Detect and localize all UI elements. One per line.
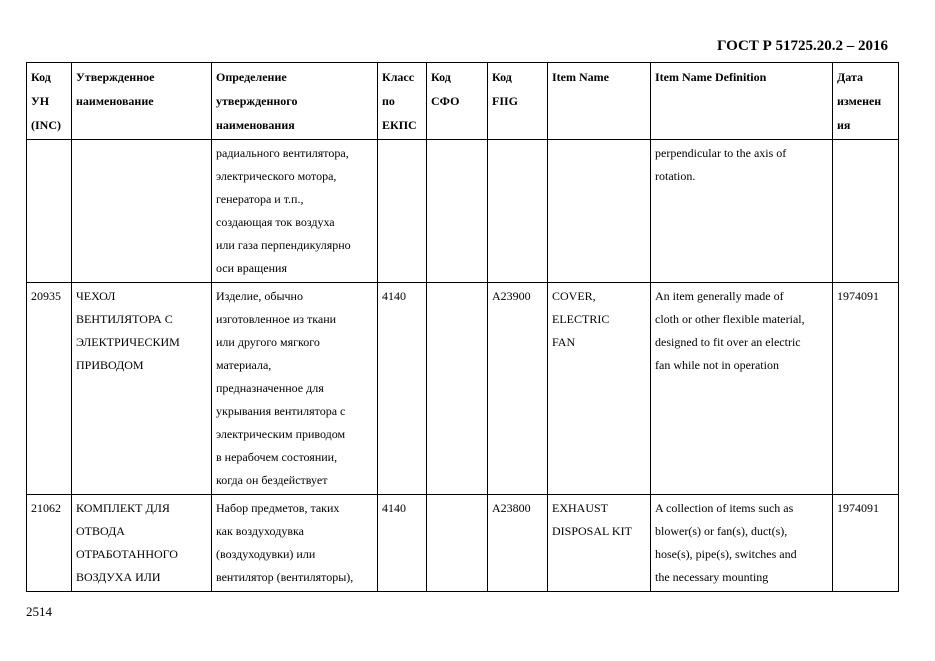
cell-text-line: укрывания вентилятора с: [216, 404, 346, 418]
header-text-line: ия: [837, 118, 851, 132]
cell-fiig-code: [488, 140, 548, 283]
cell-item-name: [548, 495, 651, 592]
cell-item-name-definition: [651, 140, 833, 283]
header-text-line: Утвержденное: [76, 70, 155, 84]
column-header-item-name-definition: [651, 63, 833, 140]
cell-text-line: создающая ток воздуха: [216, 215, 335, 229]
column-header-definition: [212, 63, 378, 140]
cell-text-line: вентилятор (вентиляторы),: [216, 570, 354, 584]
table-row: [27, 283, 899, 495]
table-row: [27, 495, 899, 592]
cell-text-line: ЭЛЕКТРИЧЕСКИМ: [76, 335, 180, 349]
cell-change-date: [833, 140, 899, 283]
cell-text-line: ОТРАБОТАННОГО: [76, 547, 178, 561]
cell-text-line: материала,: [216, 358, 272, 372]
header-text-line: изменен: [837, 94, 882, 108]
table-header-row: [27, 63, 899, 140]
cell-definition: [212, 140, 378, 283]
cell-fiig-code: [488, 283, 548, 495]
cell-text-line: электрического мотора,: [216, 169, 337, 183]
cell-text-line: 4140: [382, 501, 406, 515]
cell-item-name: [548, 140, 651, 283]
cell-text-line: 20935: [31, 289, 61, 303]
header-text-line: по: [382, 94, 395, 108]
table-row: [27, 140, 899, 283]
cell-text-line: радиального вентилятора,: [216, 146, 349, 160]
cell-inc: [27, 495, 72, 592]
column-header-sfo-code: [427, 63, 488, 140]
header-text-line: FIIG: [492, 94, 519, 108]
header-text-line: Код: [31, 70, 51, 84]
cell-item-name: [548, 283, 651, 495]
column-header-ekps-class: [378, 63, 427, 140]
cell-text-line: cloth or other flexible material,: [655, 312, 805, 326]
cell-text-line: или газа перпендикулярно: [216, 238, 351, 252]
header-text-line: Класс: [382, 70, 415, 84]
cell-approved-name: [72, 495, 212, 592]
cell-ekps-class: [378, 283, 427, 495]
header-text-line: (INC): [31, 118, 61, 132]
cell-text-line: (воздуходувки) или: [216, 547, 316, 561]
cell-text-line: A23900: [492, 289, 531, 303]
cell-definition: [212, 283, 378, 495]
cell-ekps-class: [378, 140, 427, 283]
cell-text-line: EXHAUST: [552, 501, 608, 515]
cell-text-line: blower(s) or fan(s), duct(s),: [655, 524, 788, 538]
cell-text-line: 1974091: [837, 501, 879, 515]
cell-text-line: designed to fit over an electric: [655, 335, 801, 349]
cell-text-line: или другого мягкого: [216, 335, 320, 349]
table-body: [27, 140, 899, 592]
cell-text-line: FAN: [552, 335, 576, 349]
nomenclature-table: [26, 62, 899, 592]
page-number: 2514: [26, 604, 52, 619]
column-header-change-date: [833, 63, 899, 140]
cell-text-line: ЧЕХОЛ: [76, 289, 116, 303]
cell-sfo-code: [427, 140, 488, 283]
cell-text-line: предназначенное для: [216, 381, 324, 395]
cell-sfo-code: [427, 495, 488, 592]
header-text-line: ЕКПС: [382, 118, 417, 132]
cell-fiig-code: [488, 495, 548, 592]
cell-text-line: электрическим приводом: [216, 427, 346, 441]
cell-text-line: оси вращения: [216, 261, 287, 275]
cell-inc: [27, 283, 72, 495]
cell-text-line: когда он бездействует: [216, 473, 328, 487]
cell-text-line: fan while not in operation: [655, 358, 779, 372]
cell-text-line: the necessary mounting: [655, 570, 769, 584]
cell-item-name-definition: [651, 283, 833, 495]
cell-change-date: [833, 283, 899, 495]
column-header-fiig-code: [488, 63, 548, 140]
cell-text-line: hose(s), pipe(s), switches and: [655, 547, 797, 561]
cell-text-line: ELECTRIC: [552, 312, 610, 326]
cell-text-line: ВЕНТИЛЯТОРА С: [76, 312, 173, 326]
header-text-line: Item Name: [552, 70, 609, 84]
cell-text-line: An item generally made of: [655, 289, 784, 303]
cell-approved-name: [72, 140, 212, 283]
cell-text-line: ВОЗДУХА ИЛИ: [76, 570, 161, 584]
cell-text-line: DISPOSAL KIT: [552, 524, 632, 538]
cell-change-date: [833, 495, 899, 592]
cell-text-line: 21062: [31, 501, 61, 515]
column-header-item-name: [548, 63, 651, 140]
header-text-line: утвержденного: [216, 94, 298, 108]
header-text-line: наименования: [216, 118, 295, 132]
cell-text-line: Изделие, обычно: [216, 289, 303, 303]
cell-text-line: 4140: [382, 289, 406, 303]
header-text-line: наименование: [76, 94, 154, 108]
header-text-line: Код: [431, 70, 451, 84]
header-text-line: Определение: [216, 70, 287, 84]
column-header-inc: [27, 63, 72, 140]
cell-text-line: 1974091: [837, 289, 879, 303]
cell-ekps-class: [378, 495, 427, 592]
cell-approved-name: [72, 283, 212, 495]
cell-text-line: в нерабочем состоянии,: [216, 450, 338, 464]
cell-text-line: COVER,: [552, 289, 596, 303]
cell-text-line: A23800: [492, 501, 531, 515]
cell-text-line: изготовленное из ткани: [216, 312, 337, 326]
cell-text-line: ОТВОДА: [76, 524, 125, 538]
cell-text-line: ПРИВОДОМ: [76, 358, 144, 372]
header-text-line: СФО: [431, 94, 460, 108]
header-text-line: Item Name Definition: [655, 70, 767, 84]
cell-text-line: rotation.: [655, 169, 696, 183]
header-text-line: Дата: [837, 70, 863, 84]
cell-sfo-code: [427, 283, 488, 495]
cell-text-line: как воздуходувка: [216, 524, 304, 538]
cell-text-line: генератора и т.п.,: [216, 192, 304, 206]
header-text-line: УН: [31, 94, 50, 108]
cell-definition: [212, 495, 378, 592]
cell-text-line: КОМПЛЕКТ ДЛЯ: [76, 501, 170, 515]
cell-text-line: perpendicular to the axis of: [655, 146, 787, 160]
cell-text-line: Набор предметов, таких: [216, 501, 340, 515]
header-text-line: Код: [492, 70, 512, 84]
column-header-approved-name: [72, 63, 212, 140]
cell-item-name-definition: [651, 495, 833, 592]
cell-inc: [27, 140, 72, 283]
document-standard-header: ГОСТ Р 51725.20.2 – 2016: [716, 38, 888, 54]
cell-text-line: A collection of items such as: [655, 501, 794, 515]
